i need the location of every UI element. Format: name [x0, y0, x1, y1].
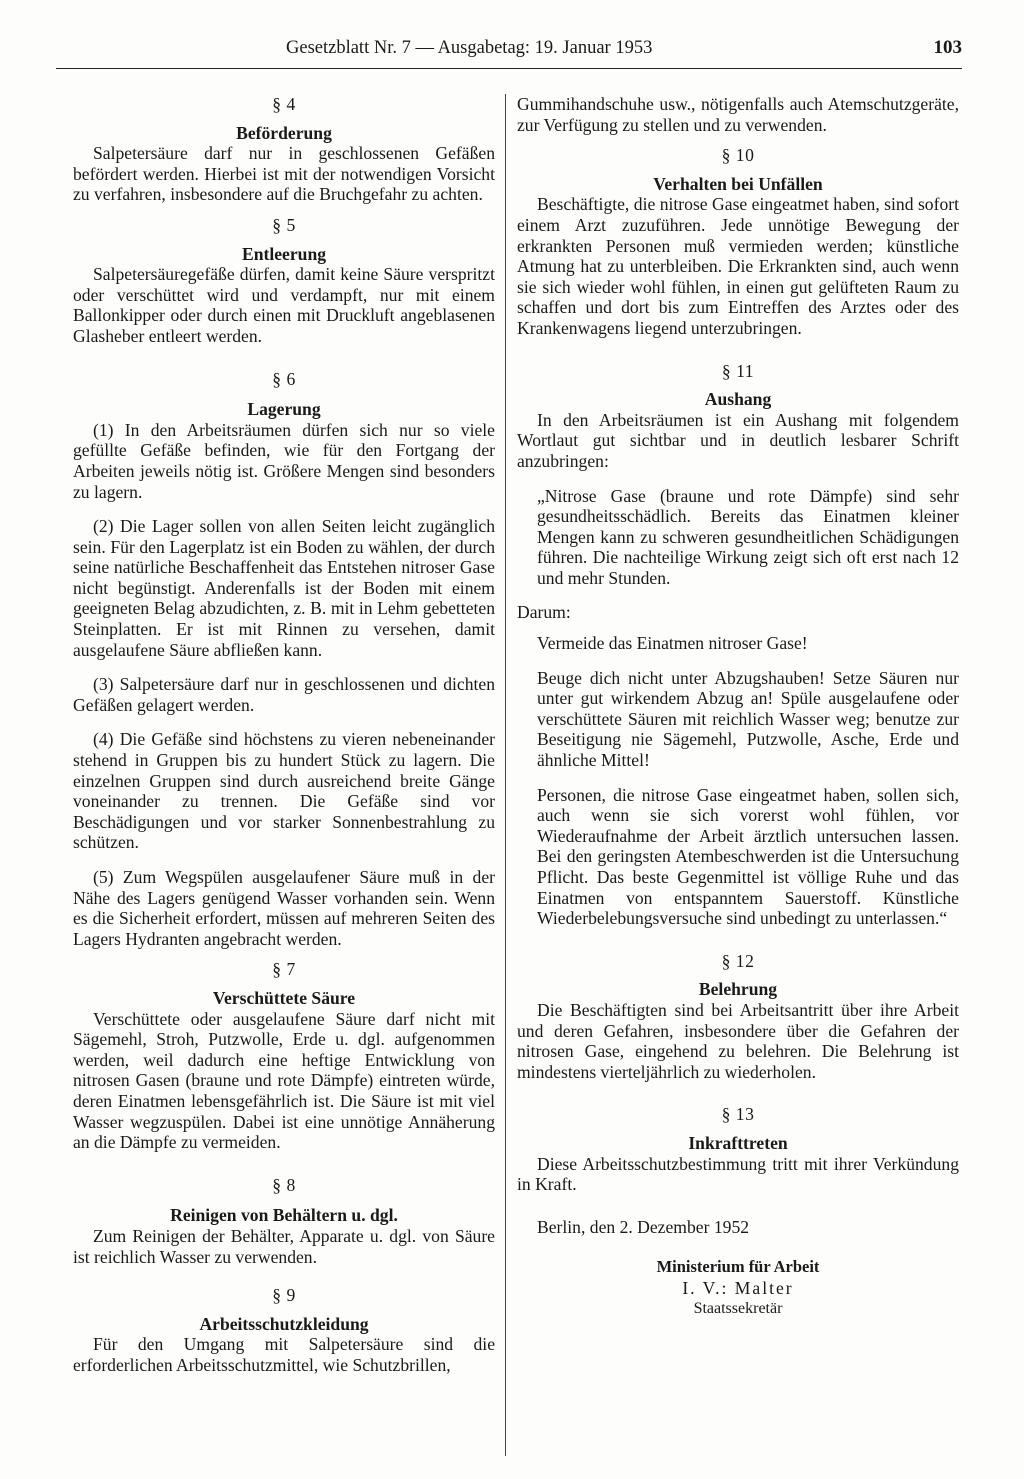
section-text: Für den Umgang mit Salpetersäure sind die erforderlichen Arbeitsschutzmittel, wie Schutzbrillen,: [73, 1334, 495, 1375]
section-text: Salpetersäure darf nur in geschlossenen Gefäßen befördert werden. Hierbei ist mit der notwendigen Vorsicht zu verfahren, insbesondere auf die Bruchgefahr zu achten.: [73, 143, 495, 205]
paragraph: (1) In den Arbeitsräumen dürfen sich nur so viele gefüllte Gefäße befinden, wie für den Fortgang der Arbeiten jeweils nötig ist. Größere Mengen sind besonders zu lagern.: [73, 419, 495, 502]
paragraph: (5) Zum Wegspülen ausgelaufener Säure muß in der Nähe des Lagers genügend Wasser vorhanden sein. Wenn es die Sicherheit erfordert, müssen auf mehreren Seiten des Lagers Hydranten angebracht werden.: [73, 867, 495, 949]
paragraph: (2) Die Lager sollen von allen Seiten leicht zugänglich sein. Für den Lagerplatz ist ein Boden zu wählen, der durch seine natürliche Beschaffenheit das Entstehen nitroser Gase nicht begünstigt. Anderenfalls ist der Boden mit einem geeigneten Belag abzudichten, z. B. mit in Lehm gebetteten Steinplatten. Er ist mit Rinnen zu versehen, damit ausgelaufene Säure abfließen kann.: [73, 516, 495, 660]
section-text: Salpetersäuregefäße dürfen, damit keine Säure verspritzt oder verschüttet wird und verdampft, nur mit einem Ballonkipper oder durch einen mit Druckluft angeblasenen Glasheber entleert werden.: [73, 264, 495, 346]
column-divider: [505, 94, 506, 1456]
section-number: § 5: [272, 214, 296, 235]
notice-quote: Beuge dich nicht unter Abzugshauben! Setze Säuren nur unter gut wirkendem Abzug an! Spüle ausgelaufene oder verschüttete Säuren mit reichlich Wasser weg; benutze zur Beseitigung nie Sägemehl, Putzwolle, Asche, Erde und ähnliche Mittel!: [537, 667, 959, 771]
section-heading: Entleerung: [241, 243, 327, 264]
header-title: Gesetzblatt Nr. 7 — Ausgabetag: 19. Januar 1953: [286, 38, 653, 58]
section-number: § 11: [721, 360, 755, 381]
section-text: Zum Reinigen der Behälter, Apparate u. dgl. von Säure ist reichlich Wasser zu verwenden.: [73, 1225, 495, 1267]
notice-quote: Personen, die nitrose Gase eingeatmet haben, sollen sich, auch wenn sie sich vorerst wohl fühlen, vor Wiederaufnahme der Arbeit ärztlich untersuchen lassen. Bei den geringsten Atembeschwerden ist die Untersuchung Pflicht. Das beste Gegenmittel ist völlige Ruhe und das Einatmen von entspanntem Sauerstoff. Künstliche Wiederbelebungsversuche sind unbedingt zu unterlassen.“: [537, 784, 959, 929]
notice-quote: Vermeide das Einatmen nitroser Gase!: [537, 633, 808, 654]
section-number: § 9: [272, 1285, 296, 1306]
section-heading: Lagerung: [247, 399, 321, 420]
section-number: § 12: [721, 950, 755, 971]
section-number: § 7: [272, 959, 296, 980]
section-heading: Reinigen von Behältern u. dgl.: [170, 1205, 398, 1226]
section-text: Verschüttete oder ausgelaufene Säure darf nicht mit Sägemehl, Stroh, Putzwolle, Erde u. dgl. aufgenommen werden, weil dadurch eine heftige Entwicklung von nitrosen Gasen (braune und rote Dämpfe) eintreten würde, deren Einatmen lebensgefährlich ist. Die Säure ist mit viel Wasser wegzuspülen. Dabei ist eine unnötige Annäherung an die Dämpfe zu vermeiden.: [73, 1008, 495, 1153]
signature-title: Staatssekretär: [693, 1299, 783, 1317]
section-number: § 13: [721, 1104, 755, 1125]
section-number: § 10: [721, 145, 755, 166]
section-heading: Inkrafttreten: [688, 1132, 788, 1153]
section-heading: Verhalten bei Unfällen: [653, 173, 823, 194]
section-heading: Aushang: [704, 389, 772, 410]
section-heading: Beförderung: [236, 122, 332, 143]
right-column: [517, 94, 959, 1319]
notice-quote: „Nitrose Gase (braune und rote Dämpfe) sind sehr gesundheitsschädlich. Bereits das Einatmen kleiner Mengen kann zu schweren gesundheitlichen Schädigungen führen. Die nachteilige Wirkung zeigt sich oft erst nach 12 und mehr Stunden.: [537, 485, 959, 588]
left-column: [73, 94, 495, 1375]
signature-name: I. V.: Malter: [682, 1277, 794, 1298]
section-heading: Arbeitsschutzkleidung: [199, 1313, 369, 1334]
section-text: Diese Arbeitsschutzbestimmung tritt mit ihrer Verkündung in Kraft.: [517, 1153, 959, 1195]
page-header: [56, 34, 962, 69]
paragraph: (4) Die Gefäße sind höchstens zu vieren nebeneinander stehend in Gruppen bis zu hundert Stück zu lagern. Die einzelnen Gruppen sind durch ausreichend breite Gänge voneinander zu trennen. Die Gefäße sind vor Beschädigungen und vor starker Sonnenbestrahlung zu schützen.: [73, 729, 495, 853]
section-text: Beschäftigte, die nitrose Gase eingeatmet haben, sind sofort einem Arzt zuzuführen. Jede unnötige Bewegung der erkrankten Personen muß vermieden werden; künstliche Atmung hat zu unterbleiben. Die Erkrankten sind, auch wenn sie sich wieder wohl fühlen, in einen gut gelüfteten Raum zu schaffen und dort bis zum Eintreffen des Arztes oder des Krankenwagens liegend unterzubringen.: [517, 194, 959, 338]
place-date: Berlin, den 2. Dezember 1952: [537, 1216, 750, 1237]
page-number: 103: [933, 37, 962, 58]
section-number: § 8: [272, 1174, 296, 1195]
section-text: Die Beschäftigten sind bei Arbeitsantritt über ihre Arbeit und deren Gefahren, insbesondere über die Gefahren der nitrosen Gase, eingehend zu belehren. Die Belehrung ist mindestens vierteljährlich zu wiederholen.: [517, 999, 959, 1082]
section-number: § 6: [272, 368, 296, 389]
notice-darum: Darum:: [517, 602, 571, 623]
signature-ministry: Ministerium für Arbeit: [656, 1257, 820, 1277]
section-heading: Verschüttete Säure: [212, 987, 356, 1008]
paragraph: (3) Salpetersäure darf nur in geschlossenen und dichten Gefäßen gelagert werden.: [73, 674, 495, 715]
section-text: In den Arbeitsräumen ist ein Aushang mit folgendem Wortlaut gut sichtbar und in deutlich lesbarer Schrift anzubringen:: [517, 409, 959, 471]
section-heading: Belehrung: [698, 979, 778, 1000]
section-text: Gummihandschuhe usw., nötigenfalls auch Atemschutzgeräte, zur Verfügung zu stellen und zu verwenden.: [517, 94, 959, 135]
section-number: § 4: [272, 94, 296, 114]
